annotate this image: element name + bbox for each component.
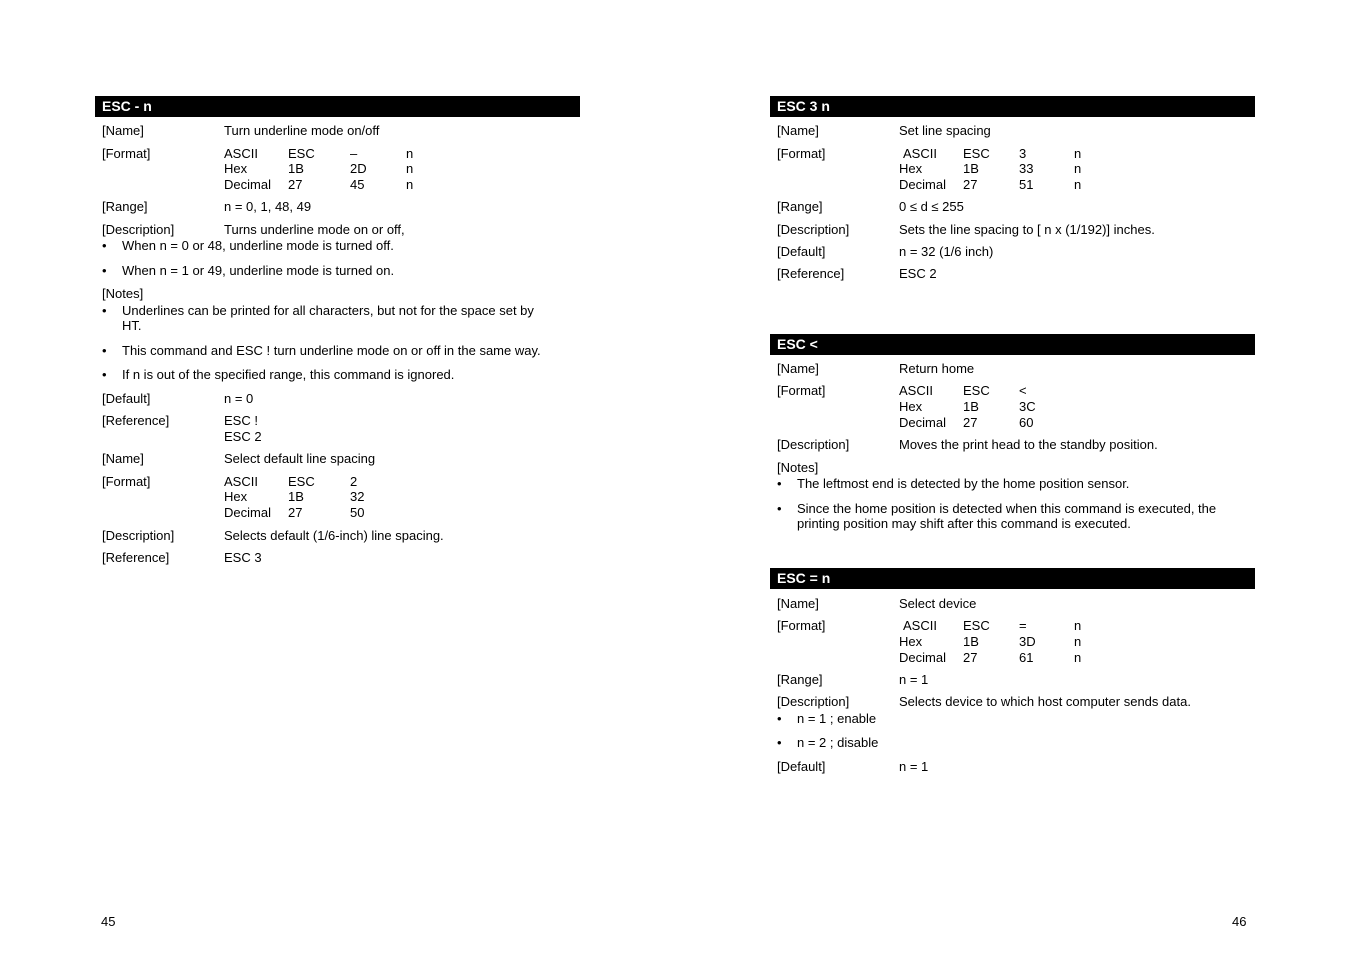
reference-value: ESC 3	[224, 550, 262, 565]
notes-bullet: Underlines can be printed for all characters, but not for the space set by	[122, 303, 534, 318]
description-label: [Description]	[777, 694, 850, 709]
range-label: [Range]	[777, 199, 823, 214]
format-cell: ESC	[288, 146, 315, 161]
format-cell: ESC	[963, 618, 990, 633]
format-cell: n	[406, 177, 414, 192]
default-label: [Default]	[777, 244, 826, 259]
format-cell: 33	[1019, 161, 1034, 176]
format-cell: n	[1074, 618, 1082, 633]
format-cell: =	[1019, 618, 1027, 633]
bullet-icon: •	[102, 367, 107, 382]
notes-bullet: Since the home position is detected when this command is executed, the	[797, 501, 1217, 516]
name-value: Select default line spacing	[224, 451, 376, 466]
description-label: [Description]	[777, 437, 850, 452]
format-cell: Decimal	[224, 505, 271, 520]
format-cell: n	[1074, 146, 1082, 161]
description-label: [Description]	[102, 528, 175, 543]
bullet-icon: •	[777, 711, 782, 726]
format-cell: Hex	[224, 161, 248, 176]
format-label: [Format]	[102, 146, 151, 161]
reference-value: ESC 2	[224, 429, 262, 444]
format-cell: 27	[963, 177, 978, 192]
name-value: Turn underline mode on/off	[224, 123, 380, 138]
range-value: n = 1	[899, 672, 929, 687]
format-label: [Format]	[777, 383, 826, 398]
section-header-esc-3-n: ESC 3 n	[770, 96, 1255, 117]
format-cell: 27	[288, 177, 303, 192]
notes-label: [Notes]	[102, 286, 144, 301]
format-cell: 1B	[963, 161, 979, 176]
format-cell: ESC	[288, 474, 315, 489]
page-number: 45	[101, 914, 116, 929]
description-label: [Description]	[777, 222, 850, 237]
format-cell: n	[406, 146, 414, 161]
bullet-icon: •	[777, 735, 782, 750]
format-cell: Hex	[224, 489, 248, 504]
format-cell: Decimal	[899, 177, 946, 192]
notes-bullet-continuation: printing position may shift after this command is executed.	[797, 516, 1131, 531]
format-cell: ASCII	[224, 474, 258, 489]
description-bullet: When n = 1 or 49, underline mode is turned on.	[122, 263, 395, 278]
format-cell: ASCII	[224, 146, 258, 161]
reference-value: ESC !	[224, 413, 258, 428]
format-label: [Format]	[777, 618, 826, 633]
format-cell: ESC	[963, 146, 990, 161]
format-cell: 3D	[1019, 634, 1036, 649]
format-cell: n	[1074, 650, 1082, 665]
format-cell: 45	[350, 177, 365, 192]
format-cell: <	[1019, 383, 1027, 398]
format-cell: 60	[1019, 415, 1034, 430]
default-label: [Default]	[102, 391, 151, 406]
format-cell: 3	[1019, 146, 1027, 161]
bullet-icon: •	[777, 501, 782, 516]
format-cell: ESC	[963, 383, 990, 398]
description-bullet: n = 2 ; disable	[797, 735, 879, 750]
format-cell: ASCII	[903, 618, 937, 633]
description-label: [Description]	[102, 222, 175, 237]
format-cell: Hex	[899, 399, 923, 414]
name-label: [Name]	[102, 451, 144, 466]
range-label: [Range]	[102, 199, 148, 214]
format-cell: ASCII	[903, 146, 937, 161]
format-cell: 32	[350, 489, 365, 504]
name-label: [Name]	[102, 123, 144, 138]
reference-label: [Reference]	[102, 550, 170, 565]
description-bullet: n = 1 ; enable	[797, 711, 877, 726]
description-bullet: When n = 0 or 48, underline mode is turned off.	[122, 238, 394, 253]
bullet-icon: •	[102, 238, 107, 253]
range-label: [Range]	[777, 672, 823, 687]
format-cell: 2	[350, 474, 358, 489]
section-header-esc-lt: ESC <	[770, 334, 1255, 355]
description-value: Moves the print head to the standby position.	[899, 437, 1158, 452]
name-value: Select device	[899, 596, 977, 611]
format-label: [Format]	[102, 474, 151, 489]
name-value: Return home	[899, 361, 975, 376]
format-cell: 61	[1019, 650, 1034, 665]
format-cell: n	[1074, 177, 1082, 192]
format-cell: 50	[350, 505, 365, 520]
description-value: Selects default (1/6-inch) line spacing.	[224, 528, 444, 543]
format-cell: 27	[288, 505, 303, 520]
format-cell: –	[350, 146, 358, 161]
bullet-icon: •	[102, 303, 107, 318]
format-cell: n	[1074, 161, 1082, 176]
description-value: Turns underline mode on or off,	[224, 222, 405, 237]
bullet-icon: •	[102, 263, 107, 278]
format-cell: n	[1074, 634, 1082, 649]
format-cell: 2D	[350, 161, 367, 176]
name-label: [Name]	[777, 123, 819, 138]
format-cell: Decimal	[899, 415, 946, 430]
format-cell: n	[406, 161, 414, 176]
format-cell: Decimal	[224, 177, 271, 192]
notes-bullet: The leftmost end is detected by the home position sensor.	[797, 476, 1130, 491]
section-header-esc-eq-n: ESC = n	[770, 568, 1255, 589]
reference-label: [Reference]	[102, 413, 170, 428]
name-label: [Name]	[777, 361, 819, 376]
bullet-icon: •	[777, 476, 782, 491]
format-cell: 27	[963, 415, 978, 430]
notes-label: [Notes]	[777, 460, 819, 475]
format-cell: ASCII	[899, 383, 933, 398]
format-cell: 27	[963, 650, 978, 665]
default-label: [Default]	[777, 759, 826, 774]
notes-bullet: This command and ESC ! turn underline mode on or off in the same way.	[122, 343, 541, 358]
format-cell: 1B	[288, 489, 304, 504]
format-cell: 1B	[963, 634, 979, 649]
range-value: 0 ≤ d ≤ 255	[899, 199, 964, 214]
format-cell: 3C	[1019, 399, 1036, 414]
format-cell: Hex	[899, 634, 923, 649]
name-value: Set line spacing	[899, 123, 991, 138]
default-value: n = 1	[899, 759, 929, 774]
format-cell: 1B	[963, 399, 979, 414]
page-number: 46	[1232, 914, 1247, 929]
notes-bullet: If n is out of the specified range, this command is ignored.	[122, 367, 455, 382]
format-cell: 1B	[288, 161, 304, 176]
description-value: Selects device to which host computer sends data.	[899, 694, 1191, 709]
range-value: n = 0, 1, 48, 49	[224, 199, 312, 214]
format-cell: Hex	[899, 161, 923, 176]
default-value: n = 32 (1/6 inch)	[899, 244, 994, 259]
notes-bullet-continuation: HT.	[122, 318, 142, 333]
default-value: n = 0	[224, 391, 254, 406]
description-value: Sets the line spacing to [ n x (1/192)] inches.	[899, 222, 1155, 237]
reference-label: [Reference]	[777, 266, 845, 281]
name-label: [Name]	[777, 596, 819, 611]
section-header-esc-dash-n: ESC - n	[95, 96, 580, 117]
format-label: [Format]	[777, 146, 826, 161]
format-cell: 51	[1019, 177, 1034, 192]
bullet-icon: •	[102, 343, 107, 358]
format-cell: Decimal	[899, 650, 946, 665]
reference-value: ESC 2	[899, 266, 937, 281]
